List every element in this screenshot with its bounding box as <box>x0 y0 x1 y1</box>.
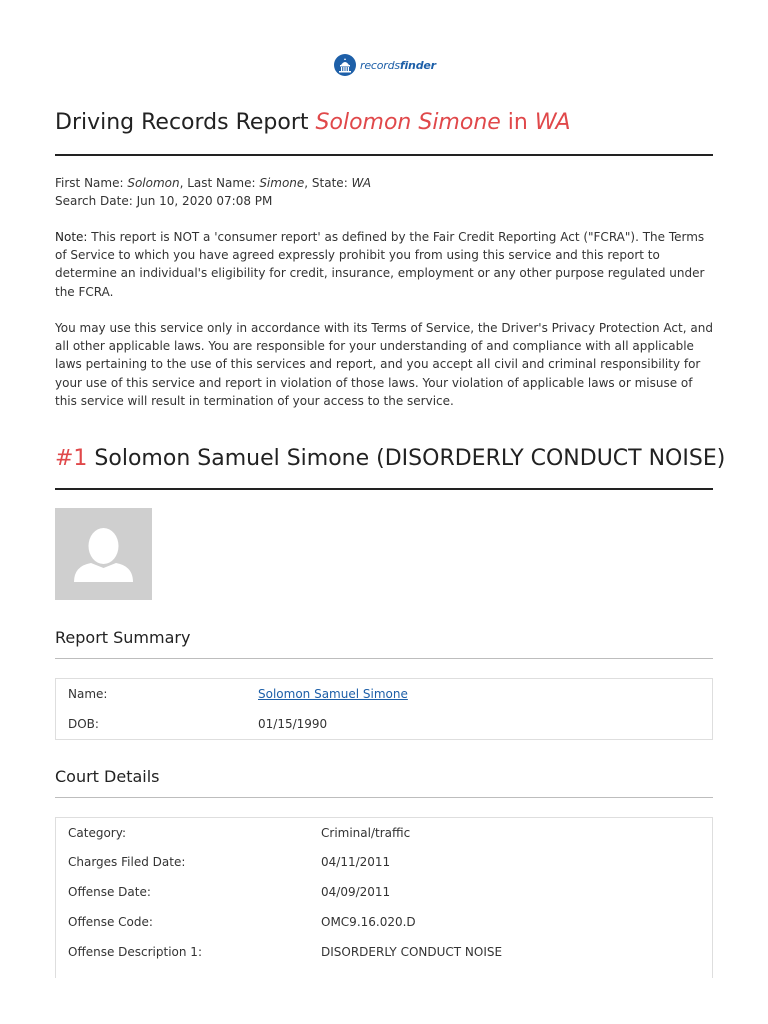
category-value: Criminal/traffic <box>321 826 411 840</box>
capitol-icon <box>334 54 356 76</box>
court-details-title: Court Details <box>55 767 160 786</box>
offense-description-value: DISORDERLY CONDUCT NOISE <box>321 945 503 959</box>
court-details-box <box>55 817 713 978</box>
recordsfinder-logo[interactable] <box>334 54 436 76</box>
dob-value: 01/15/1990 <box>258 717 328 731</box>
offense-code-value: OMC9.16.020.D <box>321 915 416 929</box>
dob-label: DOB: <box>68 717 99 731</box>
court-details-divider <box>55 797 713 798</box>
report-summary-title: Report Summary <box>55 628 191 647</box>
charges-filed-date-value: 04/11/2011 <box>321 855 391 869</box>
avatar <box>55 508 152 600</box>
name-label: Name: <box>68 687 108 701</box>
report-summary-divider <box>55 658 713 659</box>
name-link[interactable]: Solomon Samuel Simone <box>258 687 408 701</box>
search-criteria: First Name: Solomon, Last Name: Simone, State: WA <box>55 176 372 190</box>
search-date: Search Date: Jun 10, 2020 07:08 PM <box>55 194 273 208</box>
charges-filed-date-label: Charges Filed Date: <box>68 855 186 869</box>
record-title: #1 Solomon Samuel Simone (DISORDERLY CONDUCT NOISE) <box>55 446 726 471</box>
category-label: Category: <box>68 826 126 840</box>
person-silhouette-icon <box>55 508 152 600</box>
title-divider <box>55 154 713 156</box>
offense-description-label: Offense Description 1: <box>68 945 202 959</box>
offense-date-value: 04/09/2011 <box>321 885 391 899</box>
report-summary-box <box>55 678 713 740</box>
record-number: #1 <box>55 446 88 471</box>
title-name: Solomon Simone <box>315 110 501 135</box>
offense-date-label: Offense Date: <box>68 885 151 899</box>
title-state: WA <box>534 110 571 135</box>
offense-code-label: Offense Code: <box>68 915 153 929</box>
page-title: Driving Records Report Solomon Simone in WA <box>55 110 571 135</box>
logo-text: recordsfinder <box>360 58 436 72</box>
usage-terms: You may use this service only in accordance with its Terms of Service, the Driver's Privacy Protection Act, and all other applicable laws. You are responsible for your understanding of and compliance with all applicable laws pertaining to the use of this services and report, and you accept all civil and criminal responsibility for your use of this service and report in violation of those laws. Your violation of applicable laws or misuse of this service will result in termination of your access to the service. <box>55 321 713 408</box>
fcra-note: Note: This report is NOT a 'consumer report' as defined by the Fair Credit Reporting Act ("FCRA"). The Terms of Service to which you have agreed expressly prohibit you from using this service and this report to determine an individual's eligibility for credit, insurance, employment or any other purpose regulated under the FCRA. <box>55 230 705 299</box>
record-divider <box>55 488 713 490</box>
